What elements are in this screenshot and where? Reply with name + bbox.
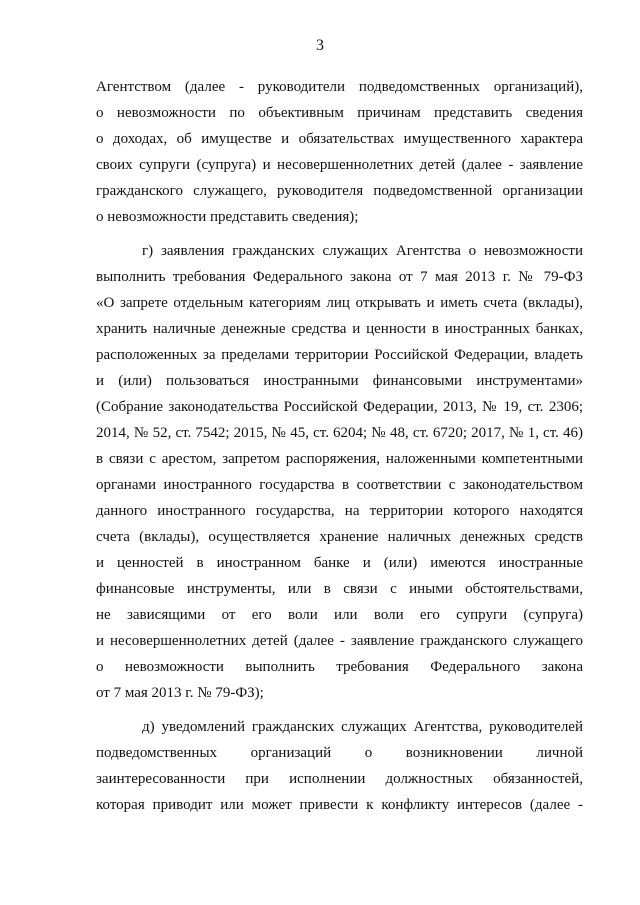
text-line: г) заявления гражданских служащих Агентства о невозможности bbox=[142, 243, 583, 259]
text-line: не зависящими от его воли или воли его супруги (супруга) bbox=[96, 607, 583, 623]
body-text bbox=[96, 74, 583, 818]
text-line: в связи с арестом, запретом распоряжения, наложенными компетентными bbox=[96, 451, 583, 467]
text-line: счета (вклады), осуществляется хранение наличных денежных средств bbox=[96, 529, 583, 545]
text-line: о доходах, об имуществе и обязательствах имущественного характера bbox=[96, 131, 583, 147]
text-line: 2014, № 52, ст. 7542; 2015, № 45, ст. 6204; № 48, ст. 6720; 2017, № 1, ст. 46) bbox=[96, 425, 583, 441]
page-number: 3 bbox=[316, 37, 324, 54]
text-line: и несовершеннолетних детей (далее - заявление гражданского служащего bbox=[96, 633, 583, 649]
text-line: д) уведомлений гражданских служащих Агентства, руководителей bbox=[142, 719, 583, 735]
text-line: выполнить требования Федерального закона от 7 мая 2013 г. № 79-ФЗ bbox=[96, 269, 583, 285]
text-line: финансовые инструменты, или в связи с иными обстоятельствами, bbox=[96, 581, 583, 597]
text-line: гражданского служащего, руководителя подведомственной организации bbox=[96, 183, 583, 199]
paragraph-item-g bbox=[96, 238, 583, 706]
text-line: своих супруги (супруга) и несовершеннолетних детей (далее - заявление bbox=[96, 157, 583, 173]
text-line: и ценностей в иностранном банке и (или) имеются иностранные bbox=[96, 555, 583, 571]
paragraph-continuation bbox=[96, 74, 583, 230]
text-line: о невозможности по объективным причинам представить сведения bbox=[96, 105, 583, 121]
text-line: Агентством (далее - руководители подведомственных организаций), bbox=[96, 79, 583, 95]
text-line: (Собрание законодательства Российской Федерации, 2013, № 19, ст. 2306; bbox=[96, 399, 583, 415]
text-line: расположенных за пределами территории Российской Федерации, владеть bbox=[96, 347, 583, 363]
text-line: заинтересованности при исполнении должностных обязанностей, bbox=[96, 771, 583, 787]
paragraph-item-d bbox=[96, 714, 583, 818]
text-line: от 7 мая 2013 г. № 79-ФЗ); bbox=[96, 685, 264, 701]
text-line: данного иностранного государства, на территории которого находятся bbox=[96, 503, 583, 519]
text-line: и (или) пользоваться иностранными финансовыми инструментами» bbox=[96, 373, 583, 389]
text-line: о невозможности выполнить требования Федерального закона bbox=[96, 659, 583, 675]
text-line: подведомственных организаций о возникновении личной bbox=[96, 745, 583, 761]
paragraph-gap bbox=[96, 230, 583, 238]
text-line: о невозможности представить сведения); bbox=[96, 209, 359, 225]
paragraph-gap bbox=[96, 706, 583, 714]
text-line: хранить наличные денежные средства и ценности в иностранных банках, bbox=[96, 321, 583, 337]
text-line: органами иностранного государства в соответствии с законодательством bbox=[96, 477, 583, 493]
text-line: которая приводит или может привести к конфликту интересов (далее - bbox=[96, 797, 583, 813]
text-line: «О запрете отдельным категориям лиц открывать и иметь счета (вклады), bbox=[96, 295, 583, 311]
